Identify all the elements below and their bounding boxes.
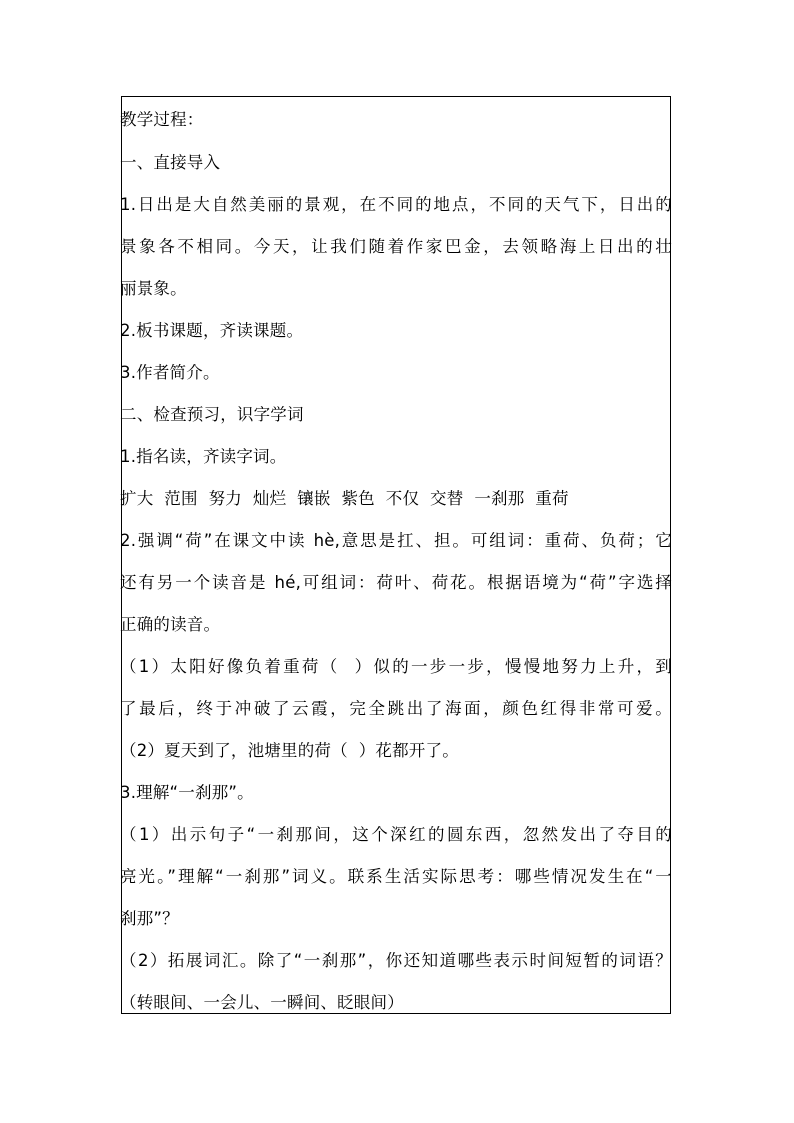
paragraph-line: （转眼间、一会儿、一瞬间、眨眼间） <box>120 993 404 1012</box>
paragraph-line: （1）出示句子“一刹那间，这个深红的圆东西，忽然发出了夺目的 <box>120 825 672 844</box>
paragraph-line: 正确的读音。 <box>120 615 221 634</box>
exercise-line: （2）夏天到了，池塘里的荷（ ）花都开了。 <box>120 741 459 760</box>
paragraph-line: 3.理解“一刹那”。 <box>120 783 254 802</box>
paragraph-line: 亮光。”理解“一刹那”词义。联系生活实际思考：哪些情况发生在“一 <box>120 867 672 886</box>
paragraph-line: 丽景象。 <box>120 279 187 298</box>
exercise-line: （1）太阳好像负着重荷（ ）似的一步一步，慢慢地努力上升，到 <box>120 657 672 676</box>
exercise-line: 了最后，终于冲破了云霞，完全跳出了海面，颜色红得非常可爱。 <box>120 699 672 718</box>
paragraph-line: 还有另一个读音是 hé,可组词：荷叶、荷花。根据语境为“荷”字选择 <box>120 573 672 592</box>
paragraph-line: 2.强调“荷”在课文中读 hè,意思是扛、担。可组词：重荷、负荷；它 <box>120 531 672 550</box>
section-heading-teaching-process: 教学过程： <box>120 110 204 129</box>
paragraph-line: 刹那”？ <box>120 909 179 928</box>
paragraph-line: 1.日出是大自然美丽的景观，在不同的地点，不同的天气下，日出的 <box>120 195 672 214</box>
vocabulary-list: 扩大 范围 努力 灿烂 镶嵌 紫色 不仅 交替 一刹那 重荷 <box>120 489 569 508</box>
paragraph-line: （2）拓展词汇。除了“一刹那”，你还知道哪些表示时间短暂的词语？ <box>120 951 672 970</box>
paragraph-line: 2.板书课题，齐读课题。 <box>120 321 304 340</box>
section-heading-intro: 一、直接导入 <box>120 153 221 172</box>
section-heading-preview-check: 二、检查预习，识字学词 <box>120 405 304 424</box>
paragraph-line: 1.指名读，齐读字词。 <box>120 447 287 466</box>
paragraph-line: 3.作者简介。 <box>120 363 220 382</box>
paragraph-line: 景象各不相同。今天，让我们随着作家巴金，去领略海上日出的壮 <box>120 237 672 256</box>
